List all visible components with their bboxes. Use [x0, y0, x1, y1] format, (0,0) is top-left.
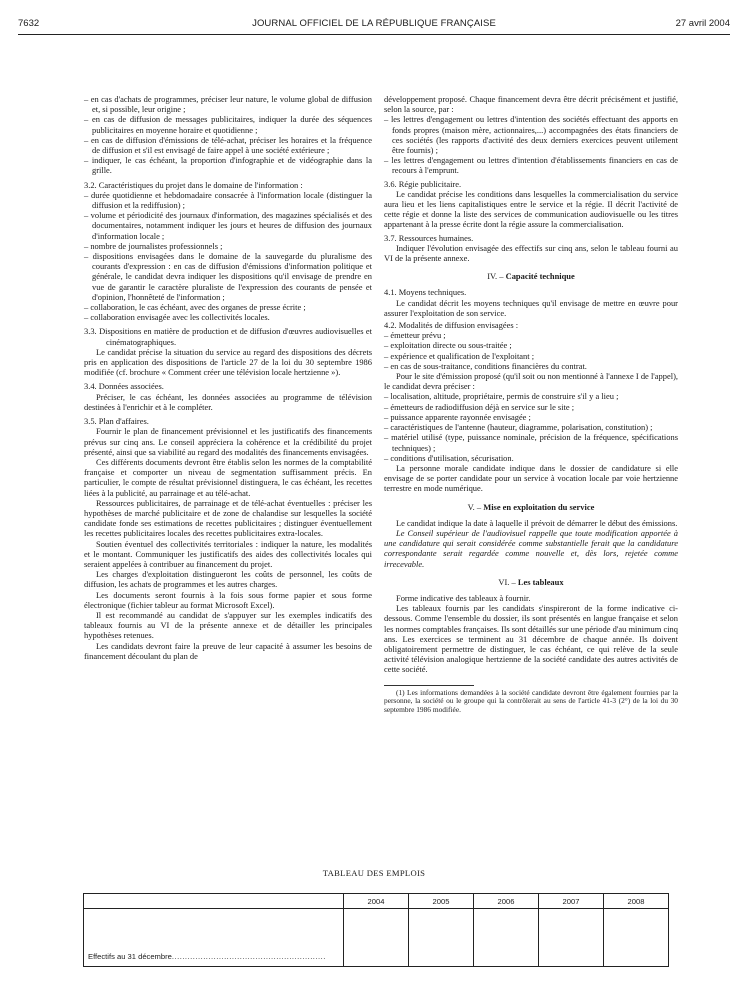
paragraph: Fournir le plan de financement prévisionnel et les justificatifs des financements prévus sur cinq ans. Le conseil appréciera la cohérence et la crédibilité du projet présenté, ainsi que sa viabilité au regard des modalités des financements envisagées. — [84, 426, 372, 457]
journal-title: JOURNAL OFFICIEL DE LA RÉPUBLIQUE FRANÇAISE — [252, 18, 496, 29]
section-3-3-text: Le candidat précise la situation du service au regard des dispositions des décrets pris en application des dispositions de l'article 27 de la loi du 30 septembre 1986 modifiée (cf. brochure « Comment créer une télévision locale hertzienne »). — [84, 346, 372, 378]
list-item: – puissance apparente rayonnée envisagée ; — [384, 411, 531, 422]
table-cell — [409, 909, 474, 967]
list-item: – collaboration, le cas échéant, avec des organes de presse écrite ; — [84, 302, 306, 313]
section-3-2-title: 3.2. Caractéristiques du projet dans le domaine de l'information : — [84, 179, 303, 190]
section-3-6-text: Le candidat précise les conditions dans lesquelles la commercialisation du service aura lieu et les liens capitalistiques entre le service et la régie. Il décrit l'activité de cette régie et donne la liste des services de communication audiovisuelle ou les titres appartenant à la presse écrite dont la régie assure la commercialisation. — [384, 188, 678, 230]
paragraph: La personne morale candidate indique dans le dossier de candidature si elle envisage de se porter candidate pour un service à vocation locale par voie hertzienne terrestre en mode numérique. — [384, 462, 678, 494]
list-item: – caractéristiques de l'antenne (hauteur, diagramme, polarisation, constitution) ; — [384, 422, 653, 433]
left-column — [84, 94, 372, 661]
list-item: – en cas de diffusion de messages publicitaires, indiquer la durée des séquences publicitaires en moyenne horaire et quotidienne ; — [84, 114, 372, 135]
list-item: – nombre de journalistes professionnels ; — [84, 240, 223, 251]
heading-iv — [384, 271, 678, 281]
heading-v — [384, 502, 678, 512]
list-item: – les lettres d'engagement ou lettres d'intention des sociétés effectuant des apports en fonds propres (maison mère, actionnaires,...) accompagnées des états financiers de ces sociétés (les rapports d'activité des deux derniers exercices peuvent utilement être fournis) ; — [384, 114, 678, 156]
paragraph: Les charges d'exploitation distingueront les coûts de personnel, les coûts de diffusion, les achats de programmes et les autres charges. — [84, 569, 372, 590]
header-rule — [18, 34, 730, 35]
list-item: – expérience et qualification de l'exploitant ; — [384, 350, 535, 361]
row-label-cell — [84, 909, 344, 967]
paragraph: Soutien éventuel des collectivités territoriales : indiquer la nature, les modalités et le montant. Communiquer les justificatifs des aides des collectivités locales qui seraient appelées à contribuer au financement du projet. — [84, 538, 372, 569]
list-item: – volume et périodicité des journaux d'information, des magazines spécialisés et des documentaires, notamment indiquer les jours et heures de diffusion des journaux d'information locale ; — [84, 210, 372, 241]
section-4-1-text: Le candidat décrit les moyens techniques qu'il envisage de mettre en œuvre pour assurer l'exploitation de son service. — [384, 297, 678, 318]
paragraph: Forme indicative des tableaux à fournir. — [396, 592, 531, 603]
section-3-5-title: 3.5. Plan d'affaires. — [84, 416, 149, 427]
table-header-empty-cell — [84, 894, 344, 909]
heading-vi-number: VI. – — [498, 576, 516, 587]
list-item: – émetteurs de radiodiffusion déjà en service sur le site ; — [384, 401, 575, 412]
year-header: 2005 — [409, 894, 474, 909]
section-4-1-title: 4.1. Moyens techniques. — [384, 287, 467, 298]
issue-date: 27 avril 2004 — [675, 18, 730, 29]
employment-table — [83, 893, 669, 967]
section-3-4-text: Préciser, le cas échéant, les données associées au programme de télévision destinées à l'enrichir et à le compléter. — [84, 391, 372, 412]
table-row — [84, 909, 669, 967]
list-item: – en cas de diffusion d'émissions de télé-achat, préciser les horaires et la fréquence de diffusion et s'il est envisagé de faire appel à une société extérieure ; — [84, 134, 372, 156]
table-cell — [604, 909, 669, 967]
paragraph: Le candidat indique la date à laquelle il prévoit de démarrer le début des émissions. — [396, 517, 678, 528]
row-leader: ........................................................... — [171, 952, 326, 961]
list-item: – localisation, altitude, propriétaire, permis de construire s'il y a lieu ; — [384, 391, 619, 402]
list-item: – durée quotidienne et hebdomadaire consacrée à l'information locale (distinguer la diffusion et la rediffusion) ; — [84, 189, 372, 211]
list-item: – en cas d'achats de programmes, préciser leur nature, le volume global de diffusion et, si possible, leur origine ; — [84, 94, 372, 115]
heading-v-title: Mise en exploitation du service — [483, 501, 595, 512]
row-label: Effectifs au 31 décembre — [88, 952, 172, 961]
paragraph: Il est recommandé au candidat de s'appuyer sur les exemples indicatifs des tableaux fournis au VI de la présente annexe et de détailler les principales hypothèses retenues. — [84, 609, 372, 641]
right-column — [384, 94, 678, 715]
footnote: (1) Les informations demandées à la société candidate devront être également fournies par la personne, la société ou le groupe qui la contrôlerait au sens de l'article 41-3 (2°) de la loi du 30 septembre 1986 modifiée. — [384, 687, 678, 715]
paragraph: Pour le site d'émission proposé (qu'il soit ou non mentionné à l'annexe I de l'appel), le candidat devra préciser : — [384, 371, 678, 392]
heading-iv-title: Capacité technique — [505, 271, 575, 282]
year-header: 2004 — [344, 894, 409, 909]
table-cell — [474, 909, 539, 967]
paragraph: Les candidats devront faire la preuve de leur capacité à assumer les besoins de financement découlant du plan de — [84, 640, 372, 661]
list-item: – collaboration envisagée avec les collectivités locales. — [84, 312, 270, 323]
list-item: – exploitation directe ou sous-traitée ; — [384, 340, 512, 351]
section-3-7-title: 3.7. Ressources humaines. — [384, 232, 474, 243]
list-item: – conditions d'utilisation, sécurisation. — [384, 452, 514, 463]
list-item: – émetteur prévu ; — [384, 330, 446, 341]
year-header: 2008 — [604, 894, 669, 909]
year-header: 2007 — [539, 894, 604, 909]
page-header — [18, 18, 730, 32]
section-3-6-title: 3.6. Régie publicitaire. — [384, 178, 462, 189]
table-header-row — [84, 894, 669, 909]
paragraph: développement proposé. Chaque financement devra être décrit précisément et justifié, selon la source, par : — [384, 94, 678, 115]
section-3-4-title: 3.4. Données associées. — [84, 381, 164, 392]
footnote-rule — [384, 685, 474, 686]
paragraph: Les tableaux fournis par les candidats s'inspireront de la forme indicative ci-dessous. Comme l'ensemble du dossier, ils sont présentés en langue française et selon les normes comptables françaises. Ils sont détaillés sur une période d'au minimum cinq ans. Les exercices se terminent au 31 décembre de chaque année. Ils doivent obligatoirement permettre de distinguer, le cas échéant, ce qui relève de la seule activité télévision analogique hertzienne de la société candidate des autres activités de cette société. — [384, 603, 678, 675]
list-item: – matériel utilisé (type, puissance nominale, précision de la fréquence, spécifications techniques) ; — [384, 432, 678, 453]
list-item: – indiquer, le cas échéant, la proportion d'infographie et de vidéographie dans la grille. — [84, 155, 372, 176]
paragraph: Ces différents documents devront être établis selon les normes de la comptabilité française et comporter un niveau de segmentation suffisamment précis. En particulier, le compte de résultat prévisionnel distinguera, le cas échéant, les recettes liées à la publicité, au parrainage et au télé-achat. — [84, 456, 372, 498]
csa-notice: Le Conseil supérieur de l'audiovisuel rappelle que toute modification apportée à une candidature qui serait considérée comme substantielle ferait que la candidature correspondante serait regardée comme nouvelle et, dès lors, rejetée comme irrecevable. — [384, 527, 678, 569]
section-3-7-text: Indiquer l'évolution envisagée des effectifs sur cinq ans, selon le tableau fourni au VI de la présente annexe. — [384, 242, 678, 264]
section-3-3-title: 3.3. Dispositions en matière de production et de diffusion d'œuvres audiovisuelles et cinématographiques. — [84, 326, 372, 347]
year-header: 2006 — [474, 894, 539, 909]
list-item: – dispositions envisagées dans le domaine de la sauvegarde du pluralisme des courants d'expression : en cas de diffusion d'émissions d'information politique et générale, le candidat devra indiquer les dispositions qu'il envisage de prendre en vue de garantir le caractère pluraliste de l'expression des courants de pensée et d'opinion, l'honnêteté de l'information ; — [84, 251, 372, 302]
heading-vi-title: Les tableaux — [517, 576, 564, 587]
section-4-2-title: 4.2. Modalités de diffusion envisagées : — [384, 320, 519, 331]
table-title: TABLEAU DES EMPLOIS — [322, 868, 426, 878]
paragraph: Les documents seront fournis à la fois sous forme papier et sous forme électronique (fichier tableur au format Microsoft Excel). — [84, 589, 372, 610]
table-cell — [539, 909, 604, 967]
table-cell — [344, 909, 409, 967]
paragraph: Ressources publicitaires, de parrainage et de télé-achat éventuelles : préciser les hypothèses de marché publicitaire et de zone de chalandise sur lesquelles la société candidate fonde ses estimations de recettes publicitaires ; distinguer éventuellement les recettes publicitaires locales des recettes publicitaires extra-locales. — [84, 497, 372, 539]
list-item: – les lettres d'engagement ou lettres d'intention d'établissements financiers en cas de recours à l'emprunt. — [384, 155, 678, 176]
page-number: 7632 — [18, 18, 40, 29]
heading-vi — [384, 577, 678, 587]
heading-v-number: V. – — [467, 501, 482, 512]
heading-iv-number: IV. – — [487, 271, 504, 282]
list-item: – en cas de sous-traitance, conditions financières du contrat. — [384, 360, 587, 371]
